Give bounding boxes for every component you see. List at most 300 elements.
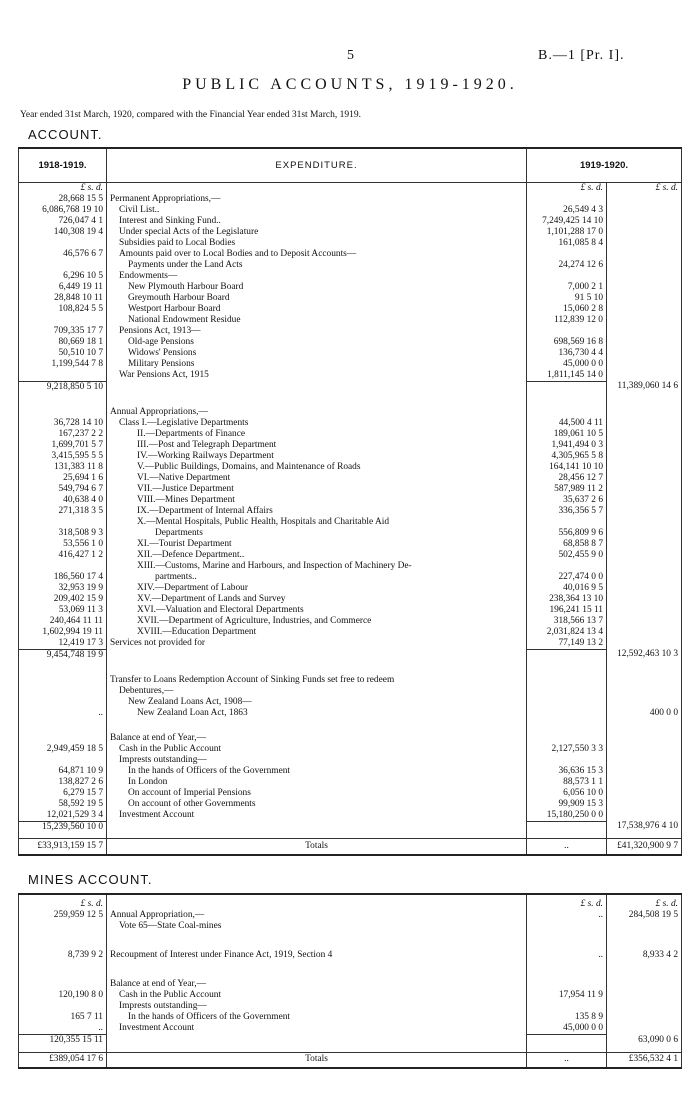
table-row xyxy=(19,755,682,766)
current-item-value xyxy=(527,733,607,744)
row-description: In the hands of Officers of the Government xyxy=(107,1012,527,1023)
currency-unit-mid: £ s. d. xyxy=(527,182,607,194)
prior-year-value: 140,308 19 4 xyxy=(19,227,107,238)
current-total-value xyxy=(607,788,682,799)
row-description: Permanent Appropriations,— xyxy=(107,194,527,205)
table-row xyxy=(19,550,682,561)
prior-year-value xyxy=(19,370,107,382)
row-description: Subsidies paid to Local Bodies xyxy=(107,238,527,249)
current-item-value: 112,839 12 0 xyxy=(527,315,607,326)
current-item-value: 1,941,494 0 3 xyxy=(527,440,607,451)
current-total-value: 8,933 4 2 xyxy=(607,950,682,961)
table-row xyxy=(19,839,682,855)
table-row xyxy=(19,348,682,359)
row-description: Investment Account xyxy=(107,810,527,822)
current-item-value xyxy=(527,326,607,337)
current-total-value xyxy=(607,205,682,216)
row-description: XVIII.—Education Department xyxy=(107,627,527,638)
row-description: Investment Account xyxy=(107,1023,527,1035)
current-total-value xyxy=(607,766,682,777)
row-description: Imprests outstanding— xyxy=(107,1001,527,1012)
table-row xyxy=(19,583,682,594)
table-row xyxy=(19,418,682,429)
current-total-value xyxy=(607,348,682,359)
subtotal-current: 11,389,060 14 6 xyxy=(607,381,682,393)
prior-year-value: 138,827 2 6 xyxy=(19,777,107,788)
subtotal-prior: 9,218,850 5 10 xyxy=(19,381,107,393)
spacer-cell xyxy=(107,381,527,393)
table-row xyxy=(19,638,682,650)
table-row xyxy=(19,528,682,539)
table-row xyxy=(19,979,682,990)
prior-year-value: 6,279 15 7 xyxy=(19,788,107,799)
table-row xyxy=(19,932,682,950)
table-row xyxy=(19,675,682,686)
table-row xyxy=(19,370,682,382)
prior-year-value: .. xyxy=(19,708,107,719)
currency-unit-left: £ s. d. xyxy=(19,894,107,910)
table-row xyxy=(19,719,682,733)
table-row xyxy=(19,961,682,979)
current-item-value: 318,566 13 7 xyxy=(527,616,607,627)
prior-year-value: 186,560 17 4 xyxy=(19,572,107,583)
current-item-value: 45,000 0 0 xyxy=(527,1023,607,1035)
table-row xyxy=(19,282,682,293)
col-header-1918: 1918-1919. xyxy=(19,148,107,182)
table-row xyxy=(19,572,682,583)
section-title-account: ACCOUNT. xyxy=(28,127,103,142)
current-total-value xyxy=(607,495,682,506)
current-item-value: 68,858 8 7 xyxy=(527,539,607,550)
current-item-value: 40,016 9 5 xyxy=(527,583,607,594)
spacer-cell xyxy=(107,932,527,950)
row-description: II.—Departments of Finance xyxy=(107,429,527,440)
table-row xyxy=(19,293,682,304)
table-row xyxy=(19,697,682,708)
spacer-cell xyxy=(527,932,607,950)
table-row xyxy=(19,921,682,932)
current-item-value xyxy=(527,708,607,719)
current-item-value xyxy=(527,921,607,932)
spacer-cell xyxy=(527,649,607,661)
prior-year-value: 12,419 17 3 xyxy=(19,638,107,650)
spacer-cell xyxy=(527,661,607,675)
spacer-cell xyxy=(607,961,682,979)
subtotal-prior: 9,454,748 19 9 xyxy=(19,649,107,661)
prior-year-value: 53,069 11 3 xyxy=(19,605,107,616)
row-description: On account of Imperial Pensions xyxy=(107,788,527,799)
current-item-value: 15,180,250 0 0 xyxy=(527,810,607,822)
table-row xyxy=(19,777,682,788)
document-reference: B.—1 [Pr. I]. xyxy=(538,48,625,63)
table-row xyxy=(19,495,682,506)
row-description: In the hands of Officers of the Government xyxy=(107,766,527,777)
current-total-value xyxy=(607,528,682,539)
prior-year-value: 3,415,595 5 5 xyxy=(19,451,107,462)
current-item-value: 238,364 13 10 xyxy=(527,594,607,605)
current-total-value xyxy=(607,550,682,561)
current-total-value: 284,508 19 5 xyxy=(607,910,682,921)
row-description: Westport Harbour Board xyxy=(107,304,527,315)
current-total-value xyxy=(607,686,682,697)
table-row xyxy=(19,473,682,484)
row-description: Military Pensions xyxy=(107,359,527,370)
prior-year-value: .. xyxy=(19,1023,107,1035)
row-description: Under special Acts of the Legislature xyxy=(107,227,527,238)
current-item-value: 15,060 2 8 xyxy=(527,304,607,315)
totals-label: Totals xyxy=(107,839,527,855)
current-item-value: 44,500 4 11 xyxy=(527,418,607,429)
prior-year-value xyxy=(19,979,107,990)
prior-year-value: 40,638 4 0 xyxy=(19,495,107,506)
row-description: Vote 65—State Coal-mines xyxy=(107,921,527,932)
current-total-value xyxy=(607,271,682,282)
row-description: New Zealand Loans Act, 1908— xyxy=(107,697,527,708)
prior-year-value: 131,383 11 8 xyxy=(19,462,107,473)
table-row xyxy=(19,429,682,440)
prior-year-value: 1,699,701 5 7 xyxy=(19,440,107,451)
row-description: Cash in the Public Account xyxy=(107,990,527,1001)
spacer-cell xyxy=(527,393,607,407)
prior-year-value xyxy=(19,697,107,708)
current-total-value xyxy=(607,810,682,822)
prior-year-value: 1,199,544 7 8 xyxy=(19,359,107,370)
row-description: XI.—Tourist Department xyxy=(107,539,527,550)
prior-year-value: 46,576 6 7 xyxy=(19,249,107,260)
current-total-value xyxy=(607,675,682,686)
current-total-value xyxy=(607,638,682,650)
table-row xyxy=(19,627,682,638)
row-description: Recoupment of Interest under Finance Act, 1919, Section 4 xyxy=(107,950,527,961)
spacer-cell xyxy=(19,661,107,675)
current-total-value xyxy=(607,605,682,616)
table-row xyxy=(19,451,682,462)
prior-year-value xyxy=(19,733,107,744)
current-total-value xyxy=(607,697,682,708)
current-item-value: 2,031,824 13 4 xyxy=(527,627,607,638)
prior-year-value: 167,237 2 2 xyxy=(19,429,107,440)
row-description: III.—Post and Telegraph Department xyxy=(107,440,527,451)
current-item-value: 135 8 9 xyxy=(527,1012,607,1023)
subtotal-current: 63,090 0 6 xyxy=(607,1035,682,1047)
table-row xyxy=(19,799,682,810)
table-row xyxy=(19,462,682,473)
current-item-value: 1,811,145 14 0 xyxy=(527,370,607,382)
spacer-cell xyxy=(607,932,682,950)
current-total-value xyxy=(607,473,682,484)
prior-year-value: 259,959 12 5 xyxy=(19,910,107,921)
currency-unit-right: £ s. d. xyxy=(607,894,682,910)
current-total-value: 400 0 0 xyxy=(607,708,682,719)
total-current: £41,320,900 9 7 xyxy=(607,839,682,855)
col-header-1920: 1919-1920. xyxy=(527,148,682,182)
current-total-value xyxy=(607,249,682,260)
row-description: XIII.—Customs, Marine and Harbours, and Inspection of Machinery De- xyxy=(107,561,527,572)
page-number: 5 xyxy=(347,48,354,63)
row-description: XIV.—Department of Labour xyxy=(107,583,527,594)
prior-year-value: 209,402 15 9 xyxy=(19,594,107,605)
table-row xyxy=(19,260,682,271)
table-row xyxy=(19,733,682,744)
row-description: Annual Appropriations,— xyxy=(107,407,527,418)
prior-year-value: 2,949,459 18 5 xyxy=(19,744,107,755)
row-description: Annual Appropriation,— xyxy=(107,910,527,921)
table-row xyxy=(19,1023,682,1035)
current-total-value xyxy=(607,370,682,382)
table-row xyxy=(19,249,682,260)
row-description: New Zealand Loan Act, 1863 xyxy=(107,708,527,719)
spacer-cell xyxy=(527,1035,607,1047)
current-total-value xyxy=(607,572,682,583)
table-row xyxy=(19,337,682,348)
col-header-expenditure: EXPENDITURE. xyxy=(107,148,527,182)
prior-year-value xyxy=(19,686,107,697)
current-total-value xyxy=(607,561,682,572)
current-item-value xyxy=(527,755,607,766)
current-item-value: 227,474 0 0 xyxy=(527,572,607,583)
prior-year-value: 549,794 6 7 xyxy=(19,484,107,495)
current-item-value: 196,241 15 11 xyxy=(527,605,607,616)
table-row xyxy=(19,304,682,315)
prior-year-value: 80,669 18 1 xyxy=(19,337,107,348)
spacer-cell xyxy=(107,894,527,910)
prior-year-value: 6,296 10 5 xyxy=(19,271,107,282)
table-row xyxy=(19,661,682,675)
table-row xyxy=(19,440,682,451)
row-description: VII.—Justice Department xyxy=(107,484,527,495)
row-description: Endowments— xyxy=(107,271,527,282)
row-description: On account of other Governments xyxy=(107,799,527,810)
current-item-value xyxy=(527,561,607,572)
subtotal-current: 17,538,976 4 10 xyxy=(607,821,682,833)
prior-year-value: 165 7 11 xyxy=(19,1012,107,1023)
spacer-cell xyxy=(607,661,682,675)
table-row xyxy=(19,517,682,528)
prior-year-value: 416,427 1 2 xyxy=(19,550,107,561)
current-item-value xyxy=(527,407,607,418)
spacer-cell xyxy=(607,393,682,407)
current-item-value xyxy=(527,194,607,205)
table-row xyxy=(19,326,682,337)
current-item-value xyxy=(527,697,607,708)
row-description: Services not provided for xyxy=(107,638,527,650)
current-item-value: 189,061 10 5 xyxy=(527,429,607,440)
prior-year-value: 58,592 19 5 xyxy=(19,799,107,810)
current-total-value xyxy=(607,1001,682,1012)
spacer-cell xyxy=(19,932,107,950)
current-item-value: 2,127,550 3 3 xyxy=(527,744,607,755)
current-item-value: 91 5 10 xyxy=(527,293,607,304)
subtotal-current: 12,592,463 10 3 xyxy=(607,649,682,661)
current-total-value xyxy=(607,616,682,627)
account-table xyxy=(18,147,682,856)
table-row xyxy=(19,393,682,407)
total-prior: £389,054 17 6 xyxy=(19,1052,107,1068)
prior-year-value: 64,871 10 9 xyxy=(19,766,107,777)
current-total-value xyxy=(607,227,682,238)
table-row xyxy=(19,744,682,755)
row-description: Transfer to Loans Redemption Account of Sinking Funds set free to redeem xyxy=(107,675,527,686)
table-row xyxy=(19,1001,682,1012)
prior-year-value xyxy=(19,561,107,572)
current-item-value: 6,056 10 0 xyxy=(527,788,607,799)
spacer-cell xyxy=(107,182,527,194)
prior-year-value: 240,464 11 11 xyxy=(19,616,107,627)
current-item-value: 36,636 15 3 xyxy=(527,766,607,777)
spacer-cell xyxy=(107,961,527,979)
current-item-value xyxy=(527,249,607,260)
current-total-value xyxy=(607,260,682,271)
row-description: Widows' Pensions xyxy=(107,348,527,359)
row-description: Greymouth Harbour Board xyxy=(107,293,527,304)
table-row xyxy=(19,950,682,961)
prior-year-value xyxy=(19,755,107,766)
table-row xyxy=(19,484,682,495)
current-total-value xyxy=(607,990,682,1001)
table-row xyxy=(19,821,682,833)
table-row xyxy=(19,788,682,799)
current-total-value xyxy=(607,627,682,638)
section-title-mines: MINES ACCOUNT. xyxy=(28,872,153,887)
current-item-value: 4,305,965 5 8 xyxy=(527,451,607,462)
prior-year-value: 36,728 14 10 xyxy=(19,418,107,429)
table-row xyxy=(19,708,682,719)
current-item-value: 88,573 1 1 xyxy=(527,777,607,788)
table-row xyxy=(19,315,682,326)
table-row xyxy=(19,616,682,627)
prior-year-value xyxy=(19,238,107,249)
totals-mid: .. xyxy=(527,839,607,855)
current-total-value xyxy=(607,1012,682,1023)
table-row xyxy=(19,194,682,205)
total-prior: £33,913,159 15 7 xyxy=(19,839,107,855)
prior-year-value: 108,824 5 5 xyxy=(19,304,107,315)
table-row xyxy=(19,766,682,777)
row-description: National Endowment Residue xyxy=(107,315,527,326)
prior-year-value: 709,335 17 7 xyxy=(19,326,107,337)
row-description: Imprests outstanding— xyxy=(107,755,527,766)
prior-year-value: 271,318 3 5 xyxy=(19,506,107,517)
current-total-value xyxy=(607,429,682,440)
mines-table xyxy=(18,893,682,1069)
spacer-cell xyxy=(19,961,107,979)
spacer-cell xyxy=(107,393,527,407)
prior-year-value xyxy=(19,407,107,418)
current-item-value: 24,274 12 6 xyxy=(527,260,607,271)
spacer-cell xyxy=(607,719,682,733)
spacer-cell xyxy=(107,719,527,733)
spacer-cell xyxy=(107,661,527,675)
subtotal-prior: 15,239,560 10 0 xyxy=(19,821,107,833)
current-total-value xyxy=(607,1023,682,1035)
row-description: Payments under the Land Acts xyxy=(107,260,527,271)
totals-mid: .. xyxy=(527,1052,607,1068)
spacer-cell xyxy=(107,1035,527,1047)
current-item-value: 136,730 4 4 xyxy=(527,348,607,359)
current-total-value xyxy=(607,484,682,495)
prior-year-value xyxy=(19,1001,107,1012)
current-total-value xyxy=(607,304,682,315)
current-total-value xyxy=(607,194,682,205)
row-description: Balance at end of Year,— xyxy=(107,733,527,744)
currency-unit-left: £ s. d. xyxy=(19,182,107,194)
current-total-value xyxy=(607,777,682,788)
prior-year-value: 1,602,994 19 11 xyxy=(19,627,107,638)
row-description: New Plymouth Harbour Board xyxy=(107,282,527,293)
current-item-value: 587,989 11 2 xyxy=(527,484,607,495)
table-row xyxy=(19,1052,682,1068)
currency-unit-mid: £ s. d. xyxy=(527,894,607,910)
row-description: Departments xyxy=(107,528,527,539)
current-total-value xyxy=(607,326,682,337)
current-total-value xyxy=(607,337,682,348)
current-item-value: 35,637 2 6 xyxy=(527,495,607,506)
current-total-value xyxy=(607,407,682,418)
row-description: XVI.—Valuation and Electoral Departments xyxy=(107,605,527,616)
current-total-value xyxy=(607,216,682,227)
current-total-value xyxy=(607,979,682,990)
current-item-value xyxy=(527,271,607,282)
current-item-value: .. xyxy=(527,950,607,961)
total-current: £356,532 4 1 xyxy=(607,1052,682,1068)
prior-year-value: 32,953 19 9 xyxy=(19,583,107,594)
table-row xyxy=(19,1035,682,1047)
row-description: VIII.—Mines Department xyxy=(107,495,527,506)
table-row xyxy=(19,216,682,227)
table-row xyxy=(19,649,682,661)
table-row xyxy=(19,605,682,616)
current-total-value xyxy=(607,440,682,451)
prior-year-value xyxy=(19,517,107,528)
table-row xyxy=(19,205,682,216)
spacer-cell xyxy=(527,821,607,833)
row-description: XVII.—Department of Agriculture, Industries, and Commerce xyxy=(107,616,527,627)
prior-year-value: 318,508 9 3 xyxy=(19,528,107,539)
current-item-value: 77,149 13 2 xyxy=(527,638,607,650)
table-row xyxy=(19,810,682,822)
row-description: War Pensions Act, 1915 xyxy=(107,370,527,382)
prior-year-value: 50,510 10 7 xyxy=(19,348,107,359)
row-description: XV.—Department of Lands and Survey xyxy=(107,594,527,605)
spacer-cell xyxy=(19,393,107,407)
current-item-value: 17,954 11 9 xyxy=(527,990,607,1001)
row-description: V.—Public Buildings, Domains, and Maintenance of Roads xyxy=(107,462,527,473)
table-row xyxy=(19,238,682,249)
spacer-cell xyxy=(107,649,527,661)
row-description: Class I.—Legislative Departments xyxy=(107,418,527,429)
current-total-value xyxy=(607,451,682,462)
table-row xyxy=(19,182,682,194)
row-description: Cash in the Public Account xyxy=(107,744,527,755)
table-row xyxy=(19,359,682,370)
prior-year-value: 8,739 9 2 xyxy=(19,950,107,961)
current-item-value: 26,549 4 3 xyxy=(527,205,607,216)
current-total-value xyxy=(607,282,682,293)
page-subtitle: Year ended 31st March, 1920, compared with the Financial Year ended 31st March, 1919. xyxy=(20,110,361,120)
row-description: Pensions Act, 1913— xyxy=(107,326,527,337)
current-total-value xyxy=(607,594,682,605)
row-description: X.—Mental Hospitals, Public Health, Hospitals and Charitable Aid xyxy=(107,517,527,528)
prior-year-value: 6,086,768 19 10 xyxy=(19,205,107,216)
row-description: VI.—Native Department xyxy=(107,473,527,484)
row-description: Old-age Pensions xyxy=(107,337,527,348)
current-item-value: 336,356 5 7 xyxy=(527,506,607,517)
table-row xyxy=(19,506,682,517)
row-description: Interest and Sinking Fund.. xyxy=(107,216,527,227)
table-row xyxy=(19,910,682,921)
row-description: IX.—Department of Internal Affairs xyxy=(107,506,527,517)
prior-year-value: 25,694 1 6 xyxy=(19,473,107,484)
